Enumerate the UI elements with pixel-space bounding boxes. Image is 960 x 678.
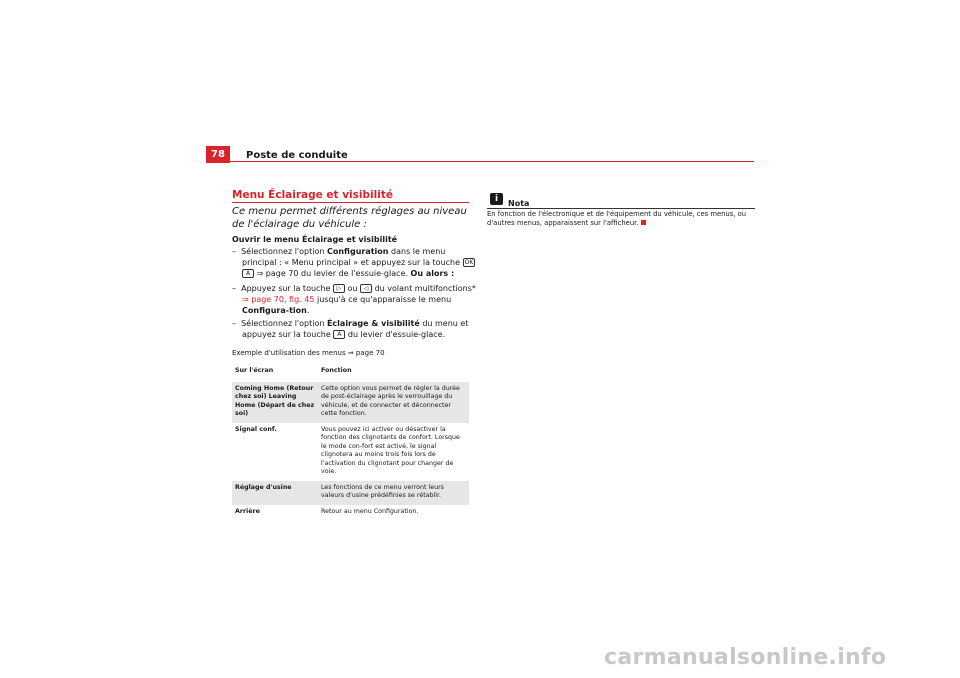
row-description: Cette option vous permet de régler la durée de post-éclairage après le verrouillage du véhicule, et de connecter et déconnecter cette fonction. (318, 382, 469, 423)
step-text: jusqu'à ce qu'apparaisse le menu (316, 295, 452, 304)
option-configuration: Configuration (326, 247, 389, 256)
row-description: Les fonctions de ce menu verront leurs valeurs d'usine prédéfinies se rétablir. (318, 481, 469, 505)
table-row (232, 481, 469, 505)
header-divider (230, 161, 754, 162)
a-key-icon: A (242, 269, 254, 278)
or-alternative: Ou alors : (410, 269, 455, 278)
step-text: du volant multifonctions* (374, 284, 476, 293)
note-text: En fonction de l'électronique et de l'équipement du véhicule, ces menus, ou d'autres menus, apparaissent sur l'afficheur. (487, 210, 747, 227)
step-text: ou (347, 284, 358, 293)
ok-key-icon: OK (464, 259, 474, 266)
step-dash: – (232, 284, 236, 293)
table-header-row (232, 363, 469, 382)
option-eclairage-visibilite: Éclairage & visibilité (326, 319, 420, 328)
column-header-screen: Sur l'écran (235, 367, 274, 374)
a-key-icon: A (333, 330, 345, 339)
step-dash: – (232, 319, 236, 328)
step-text: dans le menu principal : « Menu principal » et appuyez sur la touche (242, 247, 461, 267)
figure-reference-link[interactable]: ⇒ page 70, fig. 45 (242, 295, 315, 304)
menu-functions-table (232, 363, 469, 520)
right-arrow-key-icon: ▷ (333, 284, 345, 293)
table-caption: Exemple d'utilisation des menus ⇒ page 70 (232, 349, 385, 357)
section-divider (232, 202, 469, 203)
watermark: carmanualsonline.info (604, 645, 887, 670)
row-label: Arrière (235, 507, 260, 515)
table-row (232, 423, 469, 481)
step-dash: – (232, 247, 236, 256)
chapter-title: Poste de conduite (246, 150, 348, 161)
end-of-section-icon (641, 220, 646, 225)
step-3 (232, 318, 480, 340)
procedure-heading: Ouvrir le menu Éclairage et visibilité (232, 235, 398, 244)
step-text: du levier de l'essuie-glace. (301, 269, 408, 278)
step-text: Appuyez sur la touche (241, 284, 331, 293)
step-text: . (306, 306, 310, 315)
step-text: Sélectionnez l'option (241, 319, 325, 328)
step-text: du menu et appuyez sur la touche (242, 319, 469, 339)
step-1 (232, 246, 480, 279)
table-row (232, 382, 469, 423)
column-header-function: Fonction (321, 367, 352, 374)
step-text: du levier d'essuie-glace. (347, 330, 446, 339)
menu-configuration: Configura-tion (242, 306, 307, 315)
step-2 (232, 283, 480, 316)
note-title: Nota (508, 199, 530, 208)
left-arrow-key-icon: ◁ (360, 284, 372, 293)
note-divider (487, 208, 755, 209)
step-text: Sélectionnez l'option (241, 247, 325, 256)
table-row (232, 505, 469, 521)
page-reference[interactable]: ⇒ page 70 (256, 269, 299, 278)
row-label: Réglage d'usine (232, 481, 318, 505)
section-intro: Ce menu permet différents réglages au niveau de l'éclairage du véhicule : (232, 206, 467, 230)
row-description: Vous pouvez ici activer ou désactiver la fonction des clignotants de confort. Lorsque le mode con-fort est activé, le signal clignotera au moins trois fois lors de l'activation du clignotant pour changer de voie. (321, 425, 460, 475)
section-title: Menu Éclairage et visibilité (232, 189, 393, 201)
row-label: Signal conf. (235, 425, 277, 433)
page-number: 78 (206, 146, 230, 163)
row-label: Coming Home (Retour chez soi) Leaving Home (Départ de chez soi) (232, 382, 318, 423)
note-body (487, 210, 755, 228)
row-description: Retour au menu Configuration. (321, 507, 419, 515)
info-icon: i (490, 193, 503, 205)
